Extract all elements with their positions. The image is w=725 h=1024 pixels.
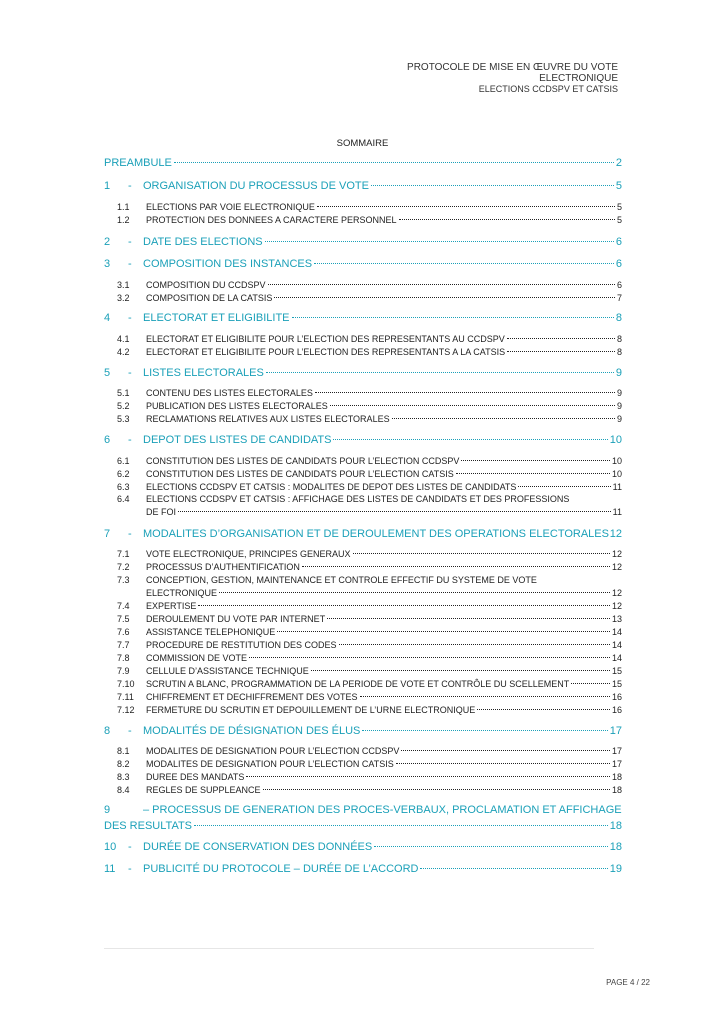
toc-entry-page: 12 <box>609 528 622 540</box>
toc-entry-page: 9 <box>616 388 622 398</box>
toc-entry-number: 4 <box>104 312 111 324</box>
toc-entry-number: 1.2 <box>117 215 130 225</box>
toc-entry-page: 12 <box>611 549 622 559</box>
header-line-2: ELECTRONIQUE <box>539 73 618 84</box>
toc-entry-7-12[interactable] <box>104 705 622 715</box>
toc-entry-number: 8.1 <box>117 746 130 756</box>
toc-entry-7-5[interactable] <box>104 614 622 624</box>
toc-entry-text: VOTE ELECTRONIQUE, PRINCIPES GENERAUX <box>146 549 351 559</box>
toc-entry-number: 6.1 <box>117 456 130 466</box>
toc-entry-text: PROCEDURE DE RESTITUTION DES CODES <box>146 640 337 650</box>
page-number: PAGE 4 / 22 <box>606 978 650 987</box>
toc-entry-number: 7.5 <box>117 614 130 624</box>
toc-entry-page: 14 <box>611 653 622 663</box>
toc-entry-text: CONTENU DES LISTES ELECTORALES <box>146 388 313 398</box>
toc-entry-text: DEPOT DES LISTES DE CANDIDATS <box>143 434 332 446</box>
toc-entry-text: ELECTORAT ET ELIGIBILITE <box>143 312 290 324</box>
toc-entry-number: 5.1 <box>117 388 130 398</box>
toc-entry-7-9[interactable] <box>104 666 622 676</box>
toc-entry-text: COMMISSION DE VOTE <box>146 653 248 663</box>
toc-entry-page: 11 <box>612 482 622 492</box>
toc-entry-page: 5 <box>616 215 622 225</box>
toc-entry-7-7[interactable] <box>104 640 622 650</box>
toc-entry-page: 6 <box>615 258 622 270</box>
toc-entry-number: 7 <box>104 528 111 540</box>
toc-entry-text: MODALITES DE DESIGNATION POUR L’ELECTION CATSIS <box>146 759 394 769</box>
toc-entry-page: 10 <box>611 456 622 466</box>
toc-entry-number: 7.6 <box>117 627 130 637</box>
toc-entry-number: 8.3 <box>117 772 130 782</box>
toc-entry-5-3[interactable] <box>104 414 622 424</box>
toc-entry-1-2[interactable] <box>104 215 622 225</box>
toc-entry-8-1[interactable] <box>104 746 622 756</box>
toc-entry-number: 5 <box>104 367 111 379</box>
toc-entry-3-1[interactable] <box>104 280 622 290</box>
toc-entry-page: 11 <box>612 507 622 517</box>
toc-entry-8[interactable]: 8 - MODALITÉS DE DÉSIGNATION DES ÉLUS 17 <box>104 725 622 737</box>
toc-entry-1-1[interactable] <box>104 202 622 212</box>
toc-entry-number: 7.4 <box>117 601 130 611</box>
toc-entry-6-4[interactable] <box>104 494 622 504</box>
toc-entry-number: 7.7 <box>117 640 130 650</box>
header-line-1: PROTOCOLE DE MISE EN ŒUVRE DU VOTE <box>407 62 618 73</box>
toc-entry-number: 9 <box>104 804 111 816</box>
toc-entry-number: 3 <box>104 258 111 270</box>
toc-entry-1[interactable]: 1 - ORGANISATION DU PROCESSUS DE VOTE 5 <box>104 180 622 192</box>
toc-entry-number: 7.8 <box>117 653 130 663</box>
toc-entry-page: 8 <box>616 334 622 344</box>
toc-entry-text: DUREE DES MANDATS <box>146 772 245 782</box>
toc-entry-page: 6 <box>616 280 622 290</box>
toc-entry-page: 8 <box>615 312 622 324</box>
toc-entry-text: COMPOSITION DES INSTANCES <box>143 258 313 270</box>
toc-entry-11[interactable]: 11 - PUBLICITÉ DU PROTOCOLE – DURÉE DE L’ACCORD 19 <box>104 863 622 875</box>
toc-entry-page: 6 <box>615 236 622 248</box>
toc-entry-number: 7.1 <box>117 549 130 559</box>
toc-entry-preambule[interactable] <box>104 157 622 169</box>
toc-entry-text: FERMETURE DU SCRUTIN ET DEPOUILLEMENT DE L’URNE ELECTRONIQUE <box>146 705 476 715</box>
toc-entry-text: CONCEPTION, GESTION, MAINTENANCE ET CONTROLE EFFECTIF DU SYSTEME DE VOTE <box>146 575 537 585</box>
toc-entry-4-1[interactable] <box>104 334 622 344</box>
toc-entry-text: – PROCESSUS DE GENERATION DES PROCES-VERBAUX, PROCLAMATION ET AFFICHAGE <box>143 804 622 816</box>
toc-entry-page: 15 <box>611 679 622 689</box>
toc-entry-page: 12 <box>611 601 622 611</box>
toc-entry-10[interactable]: 10 - DURÉE DE CONSERVATION DES DONNÉES 18 <box>104 841 622 853</box>
toc-entry-number: 7.12 <box>117 705 135 715</box>
toc-entry-number: 11 <box>104 863 116 875</box>
toc-entry-text: COMPOSITION DE LA CATSIS <box>146 293 273 303</box>
toc-entry-6-4-cont[interactable] <box>146 507 622 517</box>
toc-entry-7-3-cont[interactable] <box>146 588 622 598</box>
toc-entry-number: 3.1 <box>117 280 130 290</box>
toc-entry-page: 8 <box>616 347 622 357</box>
toc-entry-number: 7.11 <box>117 692 134 702</box>
toc-entry-page: 9 <box>615 367 622 379</box>
toc-entry-text: COMPOSITION DU CCDSPV <box>146 280 266 290</box>
toc-entry-page: 18 <box>611 772 622 782</box>
toc-entry-number: 2 <box>104 236 111 248</box>
toc-entry-5[interactable]: 5 - LISTES ELECTORALES 9 <box>104 367 622 379</box>
toc-entry-7-6[interactable] <box>104 627 622 637</box>
toc-title: SOMMAIRE <box>336 138 389 149</box>
toc-entry-text: ELECTIONS CCDSPV ET CATSIS : AFFICHAGE DES LISTES DE CANDIDATS ET DES PROFESSIONS <box>146 494 570 504</box>
toc-entry-2[interactable]: 2 - DATE DES ELECTIONS 6 <box>104 236 622 248</box>
toc-entry-number: 6 <box>104 434 111 446</box>
toc-entry-text-cont: DE FOI <box>146 507 177 517</box>
table-of-contents <box>104 0 622 1024</box>
toc-entry-6-1[interactable] <box>104 456 622 466</box>
toc-entry-page: 14 <box>611 640 622 650</box>
toc-entry-text: ELECTORAT ET ELIGIBILITE POUR L’ELECTION DES REPRESENTANTS AU CCDSPV <box>146 334 505 344</box>
toc-entry-number: 1.1 <box>117 202 130 212</box>
toc-entry-page: 12 <box>611 588 622 598</box>
toc-entry-number: 7.3 <box>117 575 130 585</box>
toc-entry-page: 13 <box>611 614 622 624</box>
toc-entry-number: 3.2 <box>117 293 130 303</box>
toc-entry-number: 4.1 <box>117 334 130 344</box>
toc-entry-text: CONSTITUTION DES LISTES DE CANDIDATS POUR L’ELECTION CATSIS <box>146 469 454 479</box>
toc-entry-number: 8 <box>104 725 111 737</box>
toc-entry-text: MODALITES D’ORGANISATION ET DE DEROULEMENT DES OPERATIONS ELECTORALES <box>143 528 609 540</box>
toc-entry-text: DATE DES ELECTIONS <box>143 236 263 248</box>
toc-entry-text: RECLAMATIONS RELATIVES AUX LISTES ELECTORALES <box>146 414 390 424</box>
toc-entry-number: 7.2 <box>117 562 130 572</box>
footer-divider <box>104 948 594 949</box>
toc-entry-page: 10 <box>611 469 622 479</box>
toc-entry-9[interactable] <box>104 804 622 816</box>
toc-entry-text-cont: DES RESULTATS <box>104 820 193 832</box>
toc-entry-text: MODALITÉS DE DÉSIGNATION DES ÉLUS <box>143 725 361 737</box>
toc-entry-7-8[interactable] <box>104 653 622 663</box>
toc-entry-text: PROTECTION DES DONNEES A CARACTERE PERSONNEL <box>146 215 397 225</box>
toc-entry-number: 8.4 <box>117 785 130 795</box>
toc-entry-text: ASSISTANCE TELEPHONIQUE <box>146 627 276 637</box>
toc-entry-page: 14 <box>611 627 622 637</box>
toc-entry-4[interactable]: 4 - ELECTORAT ET ELIGIBILITE 8 <box>104 312 622 324</box>
toc-entry-page: 5 <box>616 202 622 212</box>
toc-entry-page: 18 <box>611 785 622 795</box>
toc-entry-text: PREAMBULE <box>104 157 172 169</box>
toc-entry-page: 18 <box>609 841 622 853</box>
toc-entry-page: 10 <box>609 434 622 446</box>
toc-entry-page: 17 <box>611 746 622 756</box>
toc-entry-text: ELECTIONS CCDSPV ET CATSIS : MODALITES DE DEPOT DES LISTES DE CANDIDATS <box>146 482 517 492</box>
toc-entry-number: 5.2 <box>117 401 130 411</box>
toc-entry-page: 12 <box>611 562 622 572</box>
toc-entry-text: CELLULE D’ASSISTANCE TECHNIQUE <box>146 666 309 676</box>
toc-entry-page: 9 <box>616 401 622 411</box>
toc-entry-number: 1 <box>104 180 111 192</box>
toc-entry-text: ORGANISATION DU PROCESSUS DE VOTE <box>143 180 369 192</box>
toc-entry-number: 7.10 <box>117 679 135 689</box>
toc-entry-page: 16 <box>611 705 622 715</box>
toc-entry-text: PROCESSUS D’AUTHENTIFICATION <box>146 562 300 572</box>
toc-entry-text: CHIFFREMENT ET DECHIFFREMENT DES VOTES <box>146 692 358 702</box>
toc-entry-text: SCRUTIN A BLANC, PROGRAMMATION DE LA PERIODE DE VOTE ET CONTRÔLE DU SCELLEMENT <box>146 679 570 689</box>
toc-entry-text: DEROULEMENT DU VOTE PAR INTERNET <box>146 614 326 624</box>
toc-entry-3[interactable]: 3 - COMPOSITION DES INSTANCES 6 <box>104 258 622 270</box>
toc-entry-number: 5.3 <box>117 414 130 424</box>
toc-entry-5-1[interactable] <box>104 388 622 398</box>
toc-entry-6-2[interactable] <box>104 469 622 479</box>
toc-entry-9-cont[interactable] <box>104 820 622 832</box>
toc-entry-8-4[interactable] <box>104 785 622 795</box>
toc-entry-7-11[interactable] <box>104 692 622 702</box>
toc-entry-page: 19 <box>609 863 622 875</box>
toc-entry-number: 6.4 <box>117 494 130 504</box>
toc-entry-4-2[interactable] <box>104 347 622 357</box>
toc-entry-number: 6.3 <box>117 482 130 492</box>
toc-entry-text: ELECTORAT ET ELIGIBILITE POUR L’ELECTION DES REPRESENTANTS A LA CATSIS <box>146 347 506 357</box>
toc-entry-page: 9 <box>616 414 622 424</box>
toc-entry-page: 2 <box>615 157 622 169</box>
toc-entry-text: EXPERTISE <box>146 601 197 611</box>
toc-entry-5-2[interactable] <box>104 401 622 411</box>
toc-entry-text: MODALITES DE DESIGNATION POUR L’ELECTION CCDSPV <box>146 746 400 756</box>
toc-entry-7[interactable]: 7 - MODALITES D’ORGANISATION ET DE DEROULEMENT DES OPERATIONS ELECTORALES 12 <box>104 528 622 540</box>
toc-entry-text: PUBLICITÉ DU PROTOCOLE – DURÉE DE L’ACCORD <box>143 863 419 875</box>
toc-entry-number: 7.9 <box>117 666 130 676</box>
toc-entry-number: 4.2 <box>117 347 130 357</box>
header-line-3: ELECTIONS CCDSPV ET CATSIS <box>478 84 618 94</box>
toc-entry-3-2[interactable] <box>104 293 622 303</box>
toc-entry-number: 6.2 <box>117 469 130 479</box>
toc-entry-page: 7 <box>616 293 622 303</box>
toc-entry-6-3[interactable] <box>104 482 622 492</box>
toc-entry-text: CONSTITUTION DES LISTES DE CANDIDATS POUR L’ELECTION CCDSPV <box>146 456 460 466</box>
toc-entry-text: ELECTIONS PAR VOIE ELECTRONIQUE <box>146 202 315 212</box>
toc-entry-page: 17 <box>609 725 622 737</box>
toc-entry-text: LISTES ELECTORALES <box>143 367 264 379</box>
toc-entry-text: REGLES DE SUPPLEANCE <box>146 785 261 795</box>
toc-entry-number: 10 <box>104 841 117 853</box>
toc-entry-page: 15 <box>611 666 622 676</box>
toc-entry-page: 18 <box>609 820 622 832</box>
toc-entry-page: 17 <box>611 759 622 769</box>
toc-entry-8-2[interactable] <box>104 759 622 769</box>
toc-entry-7-10[interactable] <box>104 679 622 689</box>
toc-entry-page: 5 <box>615 180 622 192</box>
toc-entry-number: 8.2 <box>117 759 130 769</box>
toc-entry-6[interactable]: 6 - DEPOT DES LISTES DE CANDIDATS 10 <box>104 434 622 446</box>
toc-entry-text-cont: ELECTRONIQUE <box>146 588 218 598</box>
toc-entry-text: DURÉE DE CONSERVATION DES DONNÉES <box>143 841 373 853</box>
toc-entry-page: 16 <box>611 692 622 702</box>
toc-entry-8-3[interactable] <box>104 772 622 782</box>
toc-entry-7-1[interactable] <box>104 549 622 559</box>
toc-entry-7-2[interactable] <box>104 562 622 572</box>
toc-entry-7-3[interactable] <box>104 575 622 585</box>
toc-entry-7-4[interactable] <box>104 601 622 611</box>
toc-entry-text: PUBLICATION DES LISTES ELECTORALES <box>146 401 328 411</box>
